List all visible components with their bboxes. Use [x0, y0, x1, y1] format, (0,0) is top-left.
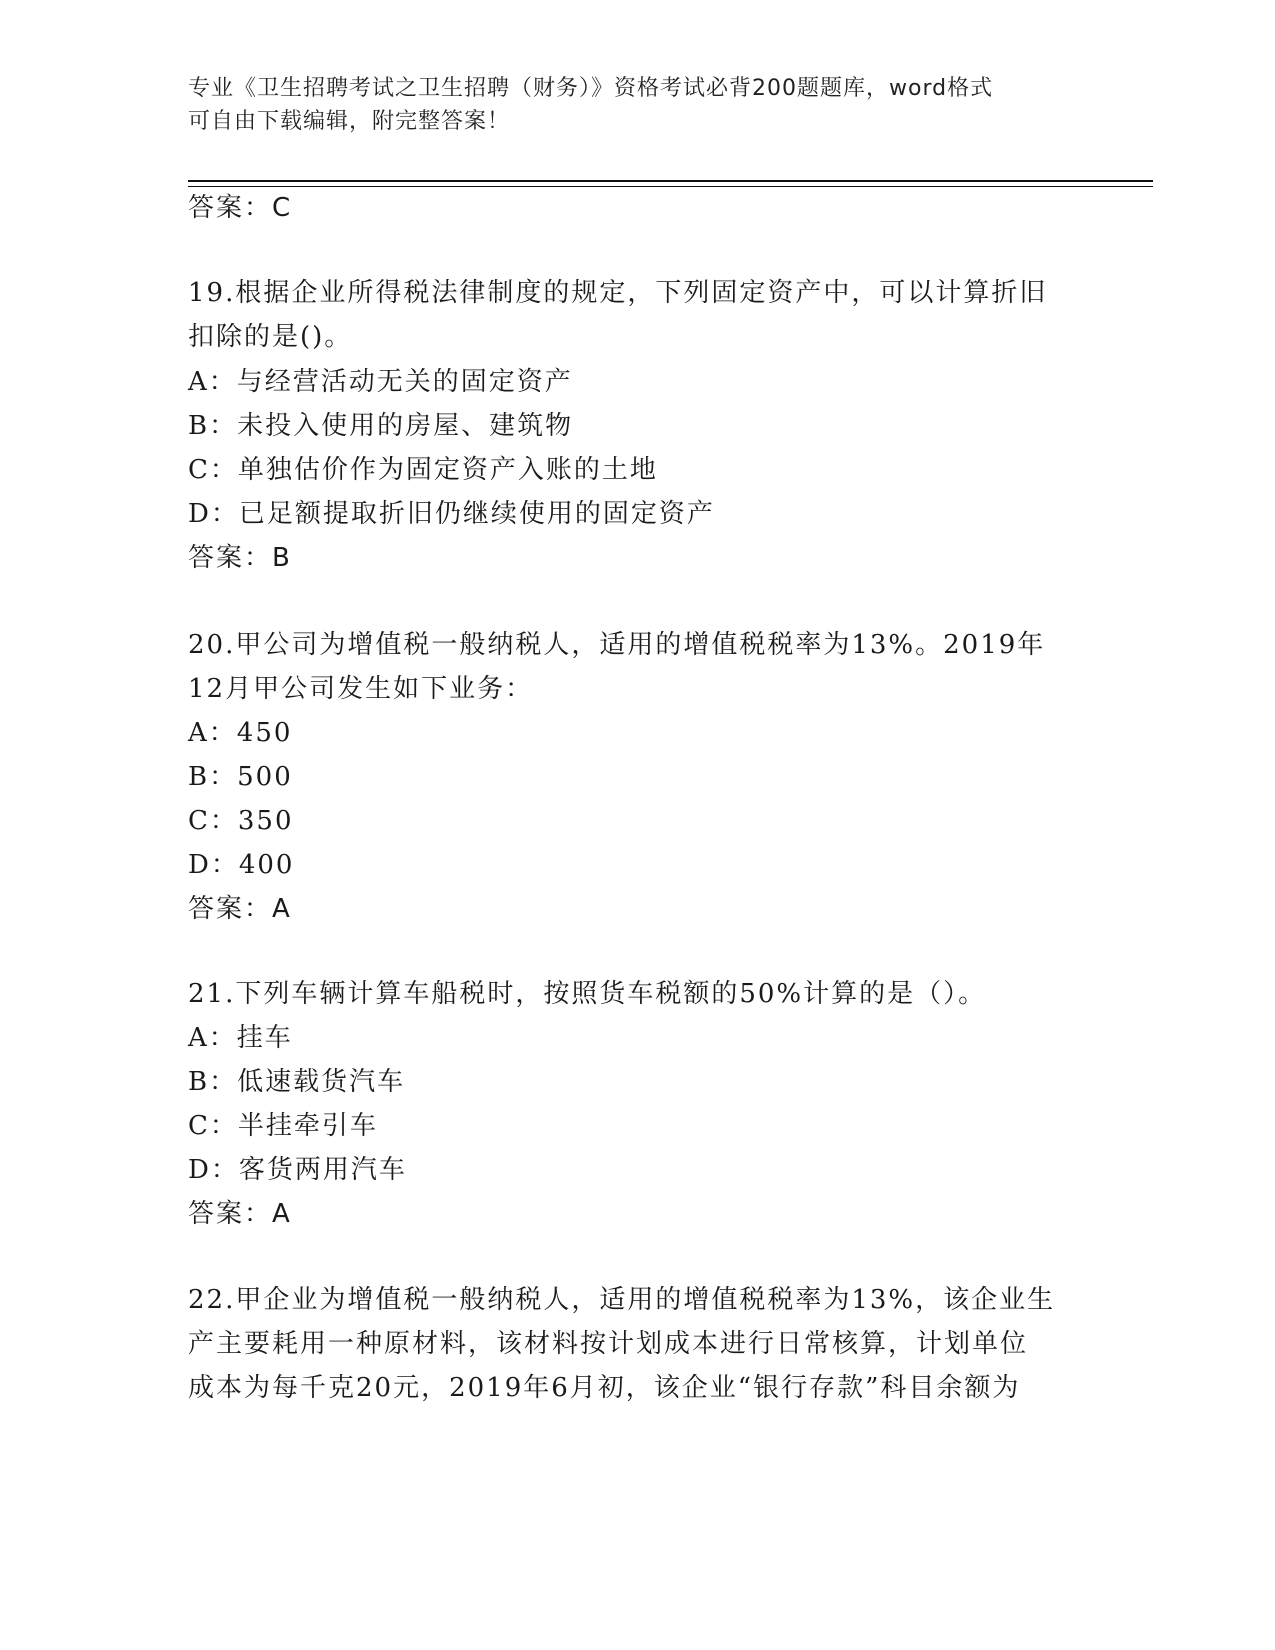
question-19-option-a: A：与经营活动无关的固定资产: [188, 367, 573, 397]
question-19-stem-line-2: 扣除的是()。: [188, 322, 353, 352]
header-line-2: 可自由下载编辑，附完整答案！: [188, 109, 511, 134]
question-20-option-a: A：450: [188, 718, 293, 748]
question-21-stem-line-1: 21.下列车辆计算车船税时，按照货车税额的50%计算的是（）。: [188, 979, 987, 1009]
question-21-option-c: C：半挂牵引车: [188, 1111, 378, 1141]
question-20-stem-line-2: 12月甲公司发生如下业务：: [188, 674, 534, 704]
question-20-answer: 答案：A: [188, 894, 292, 924]
header-divider-thick: [188, 180, 1153, 182]
question-20-option-b: B：500: [188, 762, 293, 792]
question-19-stem-line-1: 19.根据企业所得税法律制度的规定，下列固定资产中，可以计算折旧: [188, 278, 1048, 308]
question-22-stem-line-1: 22.甲企业为增值税一般纳税人，适用的增值税税率为13%，该企业生: [188, 1285, 1056, 1315]
question-22-stem-line-2: 产主要耗用一种原材料，该材料按计划成本进行日常核算，计划单位: [188, 1329, 1029, 1359]
header-line-1: 专业《卫生招聘考试之卫生招聘（财务）》资格考试必背200题题库，word格式: [188, 76, 994, 101]
question-21-option-b: B：低速载货汽车: [188, 1067, 406, 1097]
question-22-stem-line-3: 成本为每千克20元，2019年6月初，该企业“银行存款”科目余额为: [188, 1373, 1021, 1403]
question-21-answer: 答案：A: [188, 1199, 292, 1229]
document-header: [188, 72, 1088, 138]
question-20-option-c: C：350: [188, 806, 294, 836]
question-19-option-b: B：未投入使用的房屋、建筑物: [188, 411, 574, 441]
question-19-answer: 答案：B: [188, 543, 292, 573]
question-19-option-c: C：单独估价作为固定资产入账的土地: [188, 455, 658, 485]
question-21-option-d: D：客货两用汽车: [188, 1155, 407, 1185]
question-20-option-d: D：400: [188, 850, 295, 880]
question-20-stem-line-1: 20.甲公司为增值税一般纳税人，适用的增值税税率为13%。2019年: [188, 630, 1046, 660]
question-21-option-a: A：挂车: [188, 1023, 293, 1053]
question-19-option-d: D：已足额提取折旧仍继续使用的固定资产: [188, 499, 715, 529]
header-divider-thin: [188, 186, 1153, 187]
previous-answer: 答案：C: [188, 193, 293, 223]
